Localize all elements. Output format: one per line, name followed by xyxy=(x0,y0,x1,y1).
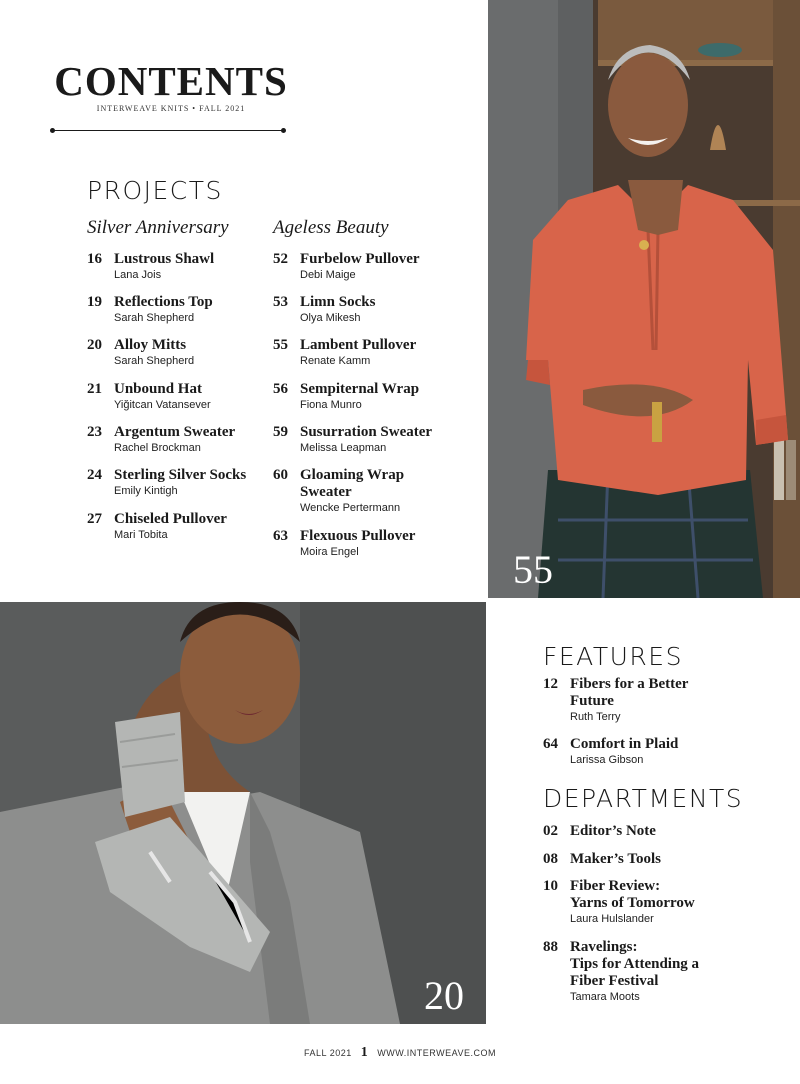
projects-heading: PROJECTS xyxy=(87,176,223,205)
project-author: Fiona Munro xyxy=(300,399,362,411)
project-title: Chiseled Pullover xyxy=(114,511,227,527)
page-number: 60 xyxy=(273,467,288,483)
department-entry[interactable] xyxy=(543,878,695,926)
project-author: Moira Engel xyxy=(300,546,359,558)
project-title: Sterling Silver Socks xyxy=(114,467,247,483)
page-number: 23 xyxy=(87,424,102,440)
page-footer xyxy=(0,1045,800,1061)
project-entry[interactable] xyxy=(87,294,213,325)
project-author: Sarah Shepherd xyxy=(114,355,195,367)
department-title-cont: Yarns of Tomorrow xyxy=(570,895,695,911)
page-number: 64 xyxy=(543,736,558,752)
department-entry[interactable] xyxy=(543,939,699,1004)
project-author: Yiğitcan Vatansever xyxy=(114,399,211,411)
project-title: Unbound Hat xyxy=(114,381,202,397)
department-author: Tamara Moots xyxy=(570,991,640,1003)
project-title: Reflections Top xyxy=(114,294,213,310)
footer-page-number: 1 xyxy=(360,1045,369,1060)
project-entry[interactable] xyxy=(273,528,415,559)
project-entry[interactable] xyxy=(273,381,419,412)
project-title-cont: Sweater xyxy=(300,484,352,500)
issue-subtitle: INTERWEAVE KNITS • FALL 2021 xyxy=(96,104,246,113)
feature-entry[interactable] xyxy=(543,736,678,767)
project-entry[interactable] xyxy=(273,424,432,455)
masthead xyxy=(52,58,290,113)
project-entry[interactable] xyxy=(87,337,194,368)
feature-title: Comfort in Plaid xyxy=(570,736,679,752)
mitts-model-illustration xyxy=(0,602,486,1024)
ageless-beauty-heading: Ageless Beauty xyxy=(273,217,389,238)
department-title: Fiber Review: xyxy=(570,878,661,894)
page-number: 08 xyxy=(543,851,558,867)
photo-lambent-pullover xyxy=(488,0,800,598)
project-title: Limn Socks xyxy=(300,294,376,310)
page-number: 10 xyxy=(543,878,558,894)
department-author: Laura Hulslander xyxy=(570,913,654,925)
feature-entry[interactable] xyxy=(543,676,688,724)
project-entry[interactable] xyxy=(273,294,375,325)
divider-dot-right xyxy=(281,128,286,133)
departments-heading: DEPARTMENTS xyxy=(543,784,744,813)
project-entry[interactable] xyxy=(273,251,420,282)
page-number: 56 xyxy=(273,381,288,397)
contents-title: CONTENTS xyxy=(54,58,288,104)
divider-dot-left xyxy=(50,128,55,133)
page-number: 27 xyxy=(87,511,102,527)
page-number: 59 xyxy=(273,424,288,440)
footer-issue: FALL 2021 xyxy=(304,1048,352,1058)
project-entry[interactable] xyxy=(273,337,416,368)
project-entry[interactable] xyxy=(87,381,211,412)
page-number: 63 xyxy=(273,528,288,544)
project-author: Renate Kamm xyxy=(300,355,371,367)
project-author: Rachel Brockman xyxy=(114,442,201,454)
project-author: Mari Tobita xyxy=(114,529,168,541)
silver-anniversary-heading: Silver Anniversary xyxy=(87,217,229,238)
page-number: 88 xyxy=(543,939,558,955)
page-number: 16 xyxy=(87,251,102,267)
photo-page-number: 55 xyxy=(513,547,553,592)
project-author: Wencke Pertermann xyxy=(300,502,401,514)
project-title: Argentum Sweater xyxy=(114,424,236,440)
project-title: Lustrous Shawl xyxy=(114,251,215,267)
photo-alloy-mitts xyxy=(0,602,486,1024)
project-entry[interactable] xyxy=(87,467,246,498)
project-author: Sarah Shepherd xyxy=(114,312,195,324)
project-author: Lana Jois xyxy=(114,269,162,281)
sweater-model-illustration xyxy=(488,0,800,598)
department-entry[interactable] xyxy=(543,823,656,840)
project-title: Flexuous Pullover xyxy=(300,528,416,544)
page-number: 52 xyxy=(273,251,288,267)
project-title: Furbelow Pullover xyxy=(300,251,420,267)
project-title: Sempiternal Wrap xyxy=(300,381,420,397)
page-number: 12 xyxy=(543,676,558,692)
project-title: Lambent Pullover xyxy=(300,337,417,353)
feature-author: Ruth Terry xyxy=(570,711,621,723)
features-heading: FEATURES xyxy=(543,642,683,671)
department-title: Maker’s Tools xyxy=(570,851,661,867)
department-title-cont: Fiber Festival xyxy=(570,973,659,989)
page-number: 24 xyxy=(87,467,102,483)
project-entry[interactable] xyxy=(273,467,404,515)
project-author: Melissa Leapman xyxy=(300,442,387,454)
project-title: Susurration Sweater xyxy=(300,424,433,440)
project-author: Olya Mikesh xyxy=(300,312,361,324)
feature-author: Larissa Gibson xyxy=(570,754,644,766)
page-number: 19 xyxy=(87,294,102,310)
feature-title: Fibers for a Better xyxy=(570,676,689,692)
page-number: 53 xyxy=(273,294,288,310)
project-entry[interactable] xyxy=(87,251,214,282)
project-title: Gloaming Wrap xyxy=(300,467,405,483)
department-title: Ravelings: xyxy=(570,939,638,955)
department-title-cont: Tips for Attending a xyxy=(570,956,700,972)
page-number: 55 xyxy=(273,337,288,353)
project-entry[interactable] xyxy=(87,424,235,455)
project-author: Emily Kintigh xyxy=(114,485,178,497)
department-title: Editor’s Note xyxy=(570,823,656,839)
department-entry[interactable] xyxy=(543,851,661,868)
project-entry[interactable] xyxy=(87,511,227,542)
page-number: 21 xyxy=(87,381,102,397)
photo-page-number: 20 xyxy=(424,973,464,1018)
page-number: 02 xyxy=(543,823,558,839)
page-number: 20 xyxy=(87,337,102,353)
feature-title-cont: Future xyxy=(570,693,614,709)
masthead-divider xyxy=(52,130,284,131)
footer-website-link[interactable]: WWW.INTERWEAVE.COM xyxy=(377,1048,496,1058)
project-title: Alloy Mitts xyxy=(114,337,187,353)
project-author: Debi Maige xyxy=(300,269,356,281)
